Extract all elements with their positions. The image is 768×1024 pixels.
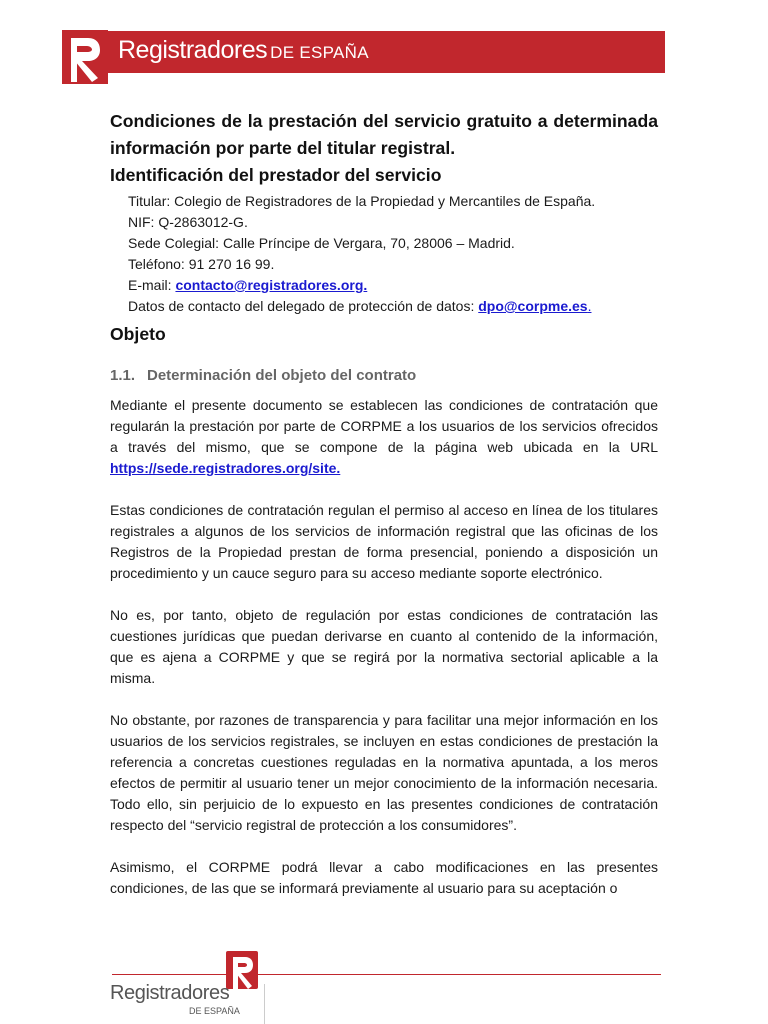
footer-brand-main: Registradores — [110, 982, 230, 1004]
subsection-number: 1.1. — [110, 367, 136, 384]
dpo-link-suffix: . — [587, 298, 592, 314]
objeto-heading: Objeto — [110, 324, 166, 344]
paragraph-3: No es, por tanto, objeto de regulación por estas condiciones de contratación las cuestiones jurídicas que puedan derivarse en cuanto al contenido de la información, que es ajena a CORPME y que se regirá por la normativa sectorial aplicable a la misma. — [110, 607, 658, 686]
header-brand — [118, 36, 369, 68]
identification-list — [128, 191, 658, 317]
footer-divider — [112, 974, 661, 975]
paragraph-1 — [110, 395, 658, 479]
paragraph-2: Estas condiciones de contratación regulan el permiso al acceso en línea de los titulares registrales a algunos de los servicios de información registral que las oficinas de los Registros de la Propiedad prestan de forma presencial, poniendo a disposición un procedimiento y un cauce seguro para su acceso mediante soporte electrónico. — [110, 502, 658, 581]
dpo-label: Datos de contacto del delegado de protección de datos: — [128, 298, 479, 314]
paragraph-4: No obstante, por razones de transparencia y para facilitar una mejor información en los usuarios de los servicios registrales, se incluyen en estas condiciones de prestación la referencia a concretas cuestiones reguladas en la normativa apuntada, a los meros efectos de permitir al usuario tener un mejor conocimiento de la información necesaria. Todo ello, sin perjuicio de lo expuesto en las presentes condiciones de contratación respecto del “servicio registral de protección a los consumidores”. — [110, 712, 658, 833]
header-brand-sub: DE ESPAÑA — [270, 43, 369, 62]
ident-sede: Sede Colegial: Calle Príncipe de Vergara, 70, 28006 – Madrid. — [128, 235, 515, 251]
sede-url-link[interactable]: https://sede.registradores.org/site. — [110, 460, 341, 476]
registradores-logo-icon — [62, 30, 108, 84]
ident-email — [128, 275, 658, 296]
footer-registradores-logo-icon — [224, 951, 260, 995]
paragraph-5: Asimismo, el CORPME podrá llevar a cabo modificaciones en las presentes condiciones, de las que se informará previamente al usuario para su aceptación o — [110, 859, 658, 896]
ident-titular: Titular: Colegio de Registradores de la Propiedad y Mercantiles de España. — [128, 193, 596, 209]
footer-brand-sub: DE ESPAÑA — [189, 1006, 240, 1016]
email-link[interactable]: contacto@registradores.org. — [175, 277, 368, 293]
footer-separator — [264, 984, 265, 1024]
dpo-email-link[interactable]: dpo@corpme.es — [478, 298, 588, 314]
ident-telefono: Teléfono: 91 270 16 99. — [128, 256, 275, 272]
ident-dpo — [128, 296, 658, 317]
ident-nif: NIF: Q-2863012-G. — [128, 214, 248, 230]
email-label: E-mail: — [128, 277, 176, 293]
header-brand-main: Registradores — [118, 36, 268, 64]
document-body — [110, 108, 658, 899]
document-title: Condiciones de la prestación del servicio gratuito a determinada información por parte del titular registral. — [110, 111, 658, 158]
paragraph-1-text: Mediante el presente documento se establecen las condiciones de contratación que regularán la prestación por parte de CORPME a los usuarios de los servicios ofrecidos a través del mismo, que se compone de la página web ubicada en la URL — [110, 397, 658, 455]
identification-heading: Identificación del prestador del servicio — [110, 165, 442, 185]
subsection-heading — [110, 366, 658, 386]
subsection-title: Determinación del objeto del contrato — [147, 367, 417, 384]
